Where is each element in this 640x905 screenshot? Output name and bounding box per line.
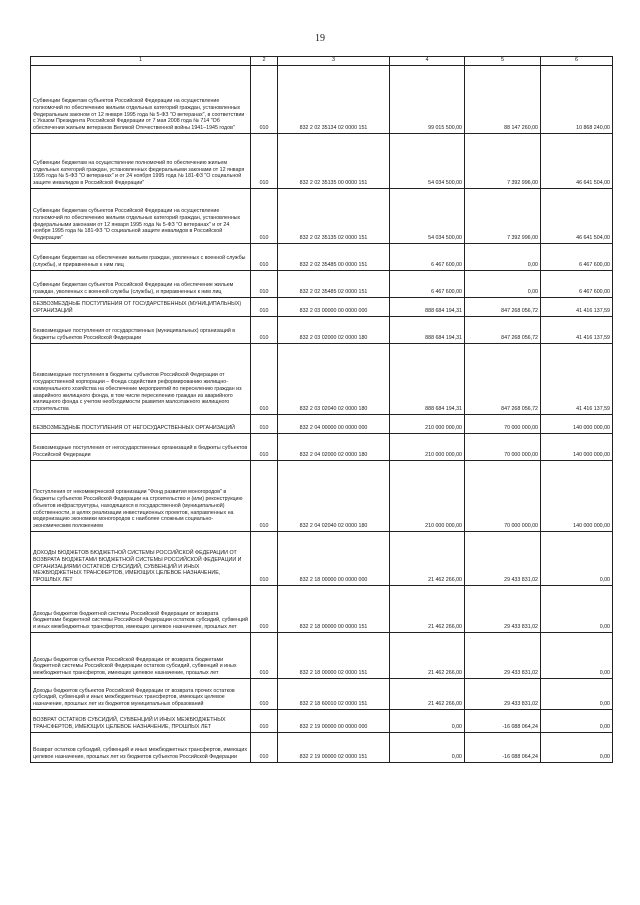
header-cell: 6 xyxy=(541,57,613,66)
row-name: Безвозмездные поступления в бюджеты субъектов Российской Федерации от государственной корпорации – Фонда содействия реформированию жилищно-коммунального хозяйства на обеспечение мероприятий по переселению граждан из аварийного жилищного фонда, в том числе переселению граждан из аварийного жилищного фонда с учетом необходимости развития малоэтажного жилищного строительства xyxy=(31,344,251,415)
header-cell: 5 xyxy=(465,57,541,66)
row-value-executed: 0,00 xyxy=(465,244,541,271)
row-name: Субвенции бюджетам на осуществление полномочий по обеспечению жильем отдельных категорий граждан, установленных федеральными законами от 12 января 1995 года № 5-ФЗ "О ветеранах" и от 24 ноября 1995 года № 181-ФЗ "О социальной защите инвалидов в Российской Федерации" xyxy=(31,134,251,189)
row-code: 010 xyxy=(251,317,278,344)
row-classification-code: 832 2 02 35134 02 0000 151 xyxy=(278,66,390,134)
row-value-executed: 70 000 000,00 xyxy=(465,461,541,532)
row-name: Доходы бюджетов бюджетной системы Российской Федерации от возврата бюджетами бюджетной системы Российской Федерации остатков субсидий, субвенций и иных межбюджетных трансфертов, имеющих целевое назначение, прошлых лет xyxy=(31,586,251,633)
row-value-executed: 847 268 056,72 xyxy=(465,298,541,317)
row-value-executed: -16 088 064,24 xyxy=(465,710,541,733)
row-classification-code: 832 2 03 00000 00 0000 000 xyxy=(278,298,390,317)
row-classification-code: 832 2 04 00000 00 0000 000 xyxy=(278,415,390,434)
row-classification-code: 832 2 03 02000 02 0000 180 xyxy=(278,317,390,344)
row-value-planned: 54 034 500,00 xyxy=(390,189,465,244)
row-value-planned: 888 684 194,31 xyxy=(390,317,465,344)
revenue-table xyxy=(30,56,613,763)
row-name: Безвозмездные поступления от государственных (муниципальных) организаций в бюджеты субъектов Российской Федерации xyxy=(31,317,251,344)
row-value-planned: 210 000 000,00 xyxy=(390,461,465,532)
row-value-executed: 7 392 996,00 xyxy=(465,189,541,244)
table-header-row xyxy=(31,57,613,66)
row-name: Доходы бюджетов субъектов Российской Федерации от возврата бюджетами бюджетной системы Российской Федерации остатков субсидий, субвенций и иных межбюджетных трансфертов, имеющих целевое назначение, прошлых лет xyxy=(31,633,251,679)
row-value-remainder: 46 641 504,00 xyxy=(541,189,613,244)
row-value-remainder: 41 416 137,59 xyxy=(541,317,613,344)
row-name: Поступления от некоммерческой организации "Фонд развития моногородов" в бюджеты субъектов Российской Федерации на строительство и (или) реконструкцию объектов инфраструктуры, находящихся в государственной (муниципальной) собственности, в целях реализации инвестиционных проектов, направленных на модернизацию экономики моногородов с наиболее сложным социально-экономическим положением xyxy=(31,461,251,532)
row-code: 010 xyxy=(251,66,278,134)
row-value-planned: 0,00 xyxy=(390,733,465,763)
row-code: 010 xyxy=(251,679,278,710)
row-value-remainder: 0,00 xyxy=(541,710,613,733)
row-name: Субвенции бюджетам на обеспечение жильем граждан, уволенных с военной службы (службы), и приравненных к ним лиц xyxy=(31,244,251,271)
row-value-planned: 210 000 000,00 xyxy=(390,434,465,461)
row-classification-code: 832 2 04 02000 02 0000 180 xyxy=(278,434,390,461)
row-value-remainder: 41 416 137,59 xyxy=(541,344,613,415)
row-value-executed: 29 433 831,02 xyxy=(465,633,541,679)
row-value-executed: 29 433 831,02 xyxy=(465,679,541,710)
table-row xyxy=(31,679,613,710)
row-name: Безвозмездные поступления от негосударственных организаций в бюджеты субъектов Российской Федерации xyxy=(31,434,251,461)
row-value-executed: -16 088 064,24 xyxy=(465,733,541,763)
row-name: ДОХОДЫ БЮДЖЕТОВ БЮДЖЕТНОЙ СИСТЕМЫ РОССИЙСКОЙ ФЕДЕРАЦИИ ОТ ВОЗВРАТА БЮДЖЕТАМИ БЮДЖЕТНОЙ СИСТЕМЫ РОССИЙСКОЙ ФЕДЕРАЦИИ И ОРГАНИЗАЦИЯМИ ОСТАТКОВ СУБСИДИЙ, СУБВЕНЦИЙ И ИНЫХ МЕЖБЮДЖЕТНЫХ ТРАНСФЕРТОВ, ИМЕЮЩИХ ЦЕЛЕВОЕ НАЗНАЧЕНИЕ, ПРОШЛЫХ ЛЕТ xyxy=(31,532,251,586)
table-row xyxy=(31,586,613,633)
row-value-executed: 29 433 831,02 xyxy=(465,532,541,586)
row-name: Возврат остатков субсидий, субвенций и иных межбюджетных трансфертов, имеющих целевое назначение, прошлых лет из бюджетов субъектов Российской Федерации xyxy=(31,733,251,763)
row-name: Субвенции бюджетам субъектов Российской Федерации на обеспечение жильем граждан, уволенных с военной службы (службы), и приравненных к ним лиц xyxy=(31,271,251,298)
row-code: 010 xyxy=(251,415,278,434)
row-code: 010 xyxy=(251,271,278,298)
row-value-planned: 888 684 194,31 xyxy=(390,298,465,317)
row-name: ВОЗВРАТ ОСТАТКОВ СУБСИДИЙ, СУБВЕНЦИЙ И ИНЫХ МЕЖБЮДЖЕТНЫХ ТРАНСФЕРТОВ, ИМЕЮЩИХ ЦЕЛЕВОЕ НАЗНАЧЕНИЕ, ПРОШЛЫХ ЛЕТ xyxy=(31,710,251,733)
row-value-executed: 847 268 056,72 xyxy=(465,317,541,344)
row-value-executed: 0,00 xyxy=(465,271,541,298)
row-value-remainder: 46 641 504,00 xyxy=(541,134,613,189)
table-row xyxy=(31,344,613,415)
row-code: 010 xyxy=(251,344,278,415)
header-cell: 3 xyxy=(278,57,390,66)
table-row xyxy=(31,733,613,763)
header-cell: 1 xyxy=(31,57,251,66)
row-value-planned: 6 467 600,00 xyxy=(390,244,465,271)
page-number: 19 xyxy=(315,33,325,44)
row-value-remainder: 0,00 xyxy=(541,633,613,679)
row-value-remainder: 140 000 000,00 xyxy=(541,415,613,434)
table-row xyxy=(31,271,613,298)
row-value-remainder: 6 467 600,00 xyxy=(541,244,613,271)
table-row xyxy=(31,710,613,733)
row-value-executed: 29 433 831,02 xyxy=(465,586,541,633)
table-row xyxy=(31,532,613,586)
row-value-planned: 54 034 500,00 xyxy=(390,134,465,189)
row-value-executed: 70 000 000,00 xyxy=(465,434,541,461)
header-cell: 4 xyxy=(390,57,465,66)
row-code: 010 xyxy=(251,532,278,586)
row-value-planned: 21 462 266,00 xyxy=(390,679,465,710)
row-value-planned: 99 015 500,00 xyxy=(390,66,465,134)
row-classification-code: 832 2 02 35135 02 0000 151 xyxy=(278,189,390,244)
row-code: 010 xyxy=(251,633,278,679)
row-classification-code: 832 2 18 00000 00 0000 151 xyxy=(278,586,390,633)
row-name: БЕЗВОЗМЕЗДНЫЕ ПОСТУПЛЕНИЯ ОТ НЕГОСУДАРСТВЕННЫХ ОРГАНИЗАЦИЙ xyxy=(31,415,251,434)
row-code: 010 xyxy=(251,733,278,763)
row-code: 010 xyxy=(251,298,278,317)
row-value-remainder: 0,00 xyxy=(541,532,613,586)
row-code: 010 xyxy=(251,244,278,271)
row-code: 010 xyxy=(251,586,278,633)
row-classification-code: 832 2 19 00000 00 0000 000 xyxy=(278,710,390,733)
table-row xyxy=(31,461,613,532)
row-value-executed: 70 000 000,00 xyxy=(465,415,541,434)
row-name: Доходы бюджетов субъектов Российской Федерации от возврата прочих остатков субсидий, субвенций и иных межбюджетных трансфертов, имеющих целевое назначение, прошлых лет из бюджетов муниципальных образований xyxy=(31,679,251,710)
row-name: Субвенции бюджетам субъектов Российской Федерации на осуществление полномочий по обеспечению жильем отдельных категорий граждан, установленных Федеральным законом от 12 января 1995 года № 5-ФЗ "О ветеранах", в соответствии с Указом Президента Российской Федерации от 7 мая 2008 года № 714 "Об обеспечении жильем ветеранов Великой Отечественной войны 1941–1945 годов" xyxy=(31,66,251,134)
row-classification-code: 832 2 19 00000 02 0000 151 xyxy=(278,733,390,763)
row-classification-code: 832 2 03 02040 02 0000 180 xyxy=(278,344,390,415)
row-value-executed: 88 147 260,00 xyxy=(465,66,541,134)
row-value-remainder: 0,00 xyxy=(541,733,613,763)
row-classification-code: 832 2 18 00000 02 0000 151 xyxy=(278,633,390,679)
table-row xyxy=(31,189,613,244)
table-row xyxy=(31,244,613,271)
row-value-remainder: 0,00 xyxy=(541,586,613,633)
row-name: БЕЗВОЗМЕЗДНЫЕ ПОСТУПЛЕНИЯ ОТ ГОСУДАРСТВЕННЫХ (МУНИЦИПАЛЬНЫХ) ОРГАНИЗАЦИЙ xyxy=(31,298,251,317)
row-value-planned: 0,00 xyxy=(390,710,465,733)
row-classification-code: 832 2 04 02040 02 0000 180 xyxy=(278,461,390,532)
row-code: 010 xyxy=(251,134,278,189)
table-row xyxy=(31,298,613,317)
row-classification-code: 832 2 18 60010 02 0000 151 xyxy=(278,679,390,710)
row-value-remainder: 6 467 600,00 xyxy=(541,271,613,298)
row-value-remainder: 41 416 137,59 xyxy=(541,298,613,317)
row-classification-code: 832 2 02 35135 00 0000 151 xyxy=(278,134,390,189)
row-value-executed: 7 392 996,00 xyxy=(465,134,541,189)
row-code: 010 xyxy=(251,189,278,244)
table-row xyxy=(31,415,613,434)
row-code: 010 xyxy=(251,461,278,532)
row-value-executed: 847 268 056,72 xyxy=(465,344,541,415)
table-row xyxy=(31,66,613,134)
row-code: 010 xyxy=(251,710,278,733)
row-name: Субвенции бюджетам субъектов Российской Федерации на осуществление полномочий по обеспечению жильем отдельных категорий граждан, установленных федеральными законами от 12 января 1995 года № 5-ФЗ "О ветеранах" и от 24 ноября 1995 года № 181-ФЗ "О социальной защите инвалидов в Российской Федерации" xyxy=(31,189,251,244)
row-value-remainder: 140 000 000,00 xyxy=(541,434,613,461)
row-value-planned: 888 684 194,31 xyxy=(390,344,465,415)
row-value-planned: 21 462 266,00 xyxy=(390,586,465,633)
row-value-planned: 6 467 600,00 xyxy=(390,271,465,298)
row-value-remainder: 10 868 240,00 xyxy=(541,66,613,134)
row-value-planned: 21 462 266,00 xyxy=(390,633,465,679)
row-value-planned: 210 000 000,00 xyxy=(390,415,465,434)
row-classification-code: 832 2 02 35485 00 0000 151 xyxy=(278,244,390,271)
row-code: 010 xyxy=(251,434,278,461)
header-cell: 2 xyxy=(251,57,278,66)
row-classification-code: 832 2 02 35485 02 0000 151 xyxy=(278,271,390,298)
table-row xyxy=(31,317,613,344)
row-value-remainder: 0,00 xyxy=(541,679,613,710)
table-row xyxy=(31,134,613,189)
table-row xyxy=(31,434,613,461)
row-value-planned: 21 462 266,00 xyxy=(390,532,465,586)
table-row xyxy=(31,633,613,679)
row-classification-code: 832 2 18 00000 00 0000 000 xyxy=(278,532,390,586)
row-value-remainder: 140 000 000,00 xyxy=(541,461,613,532)
